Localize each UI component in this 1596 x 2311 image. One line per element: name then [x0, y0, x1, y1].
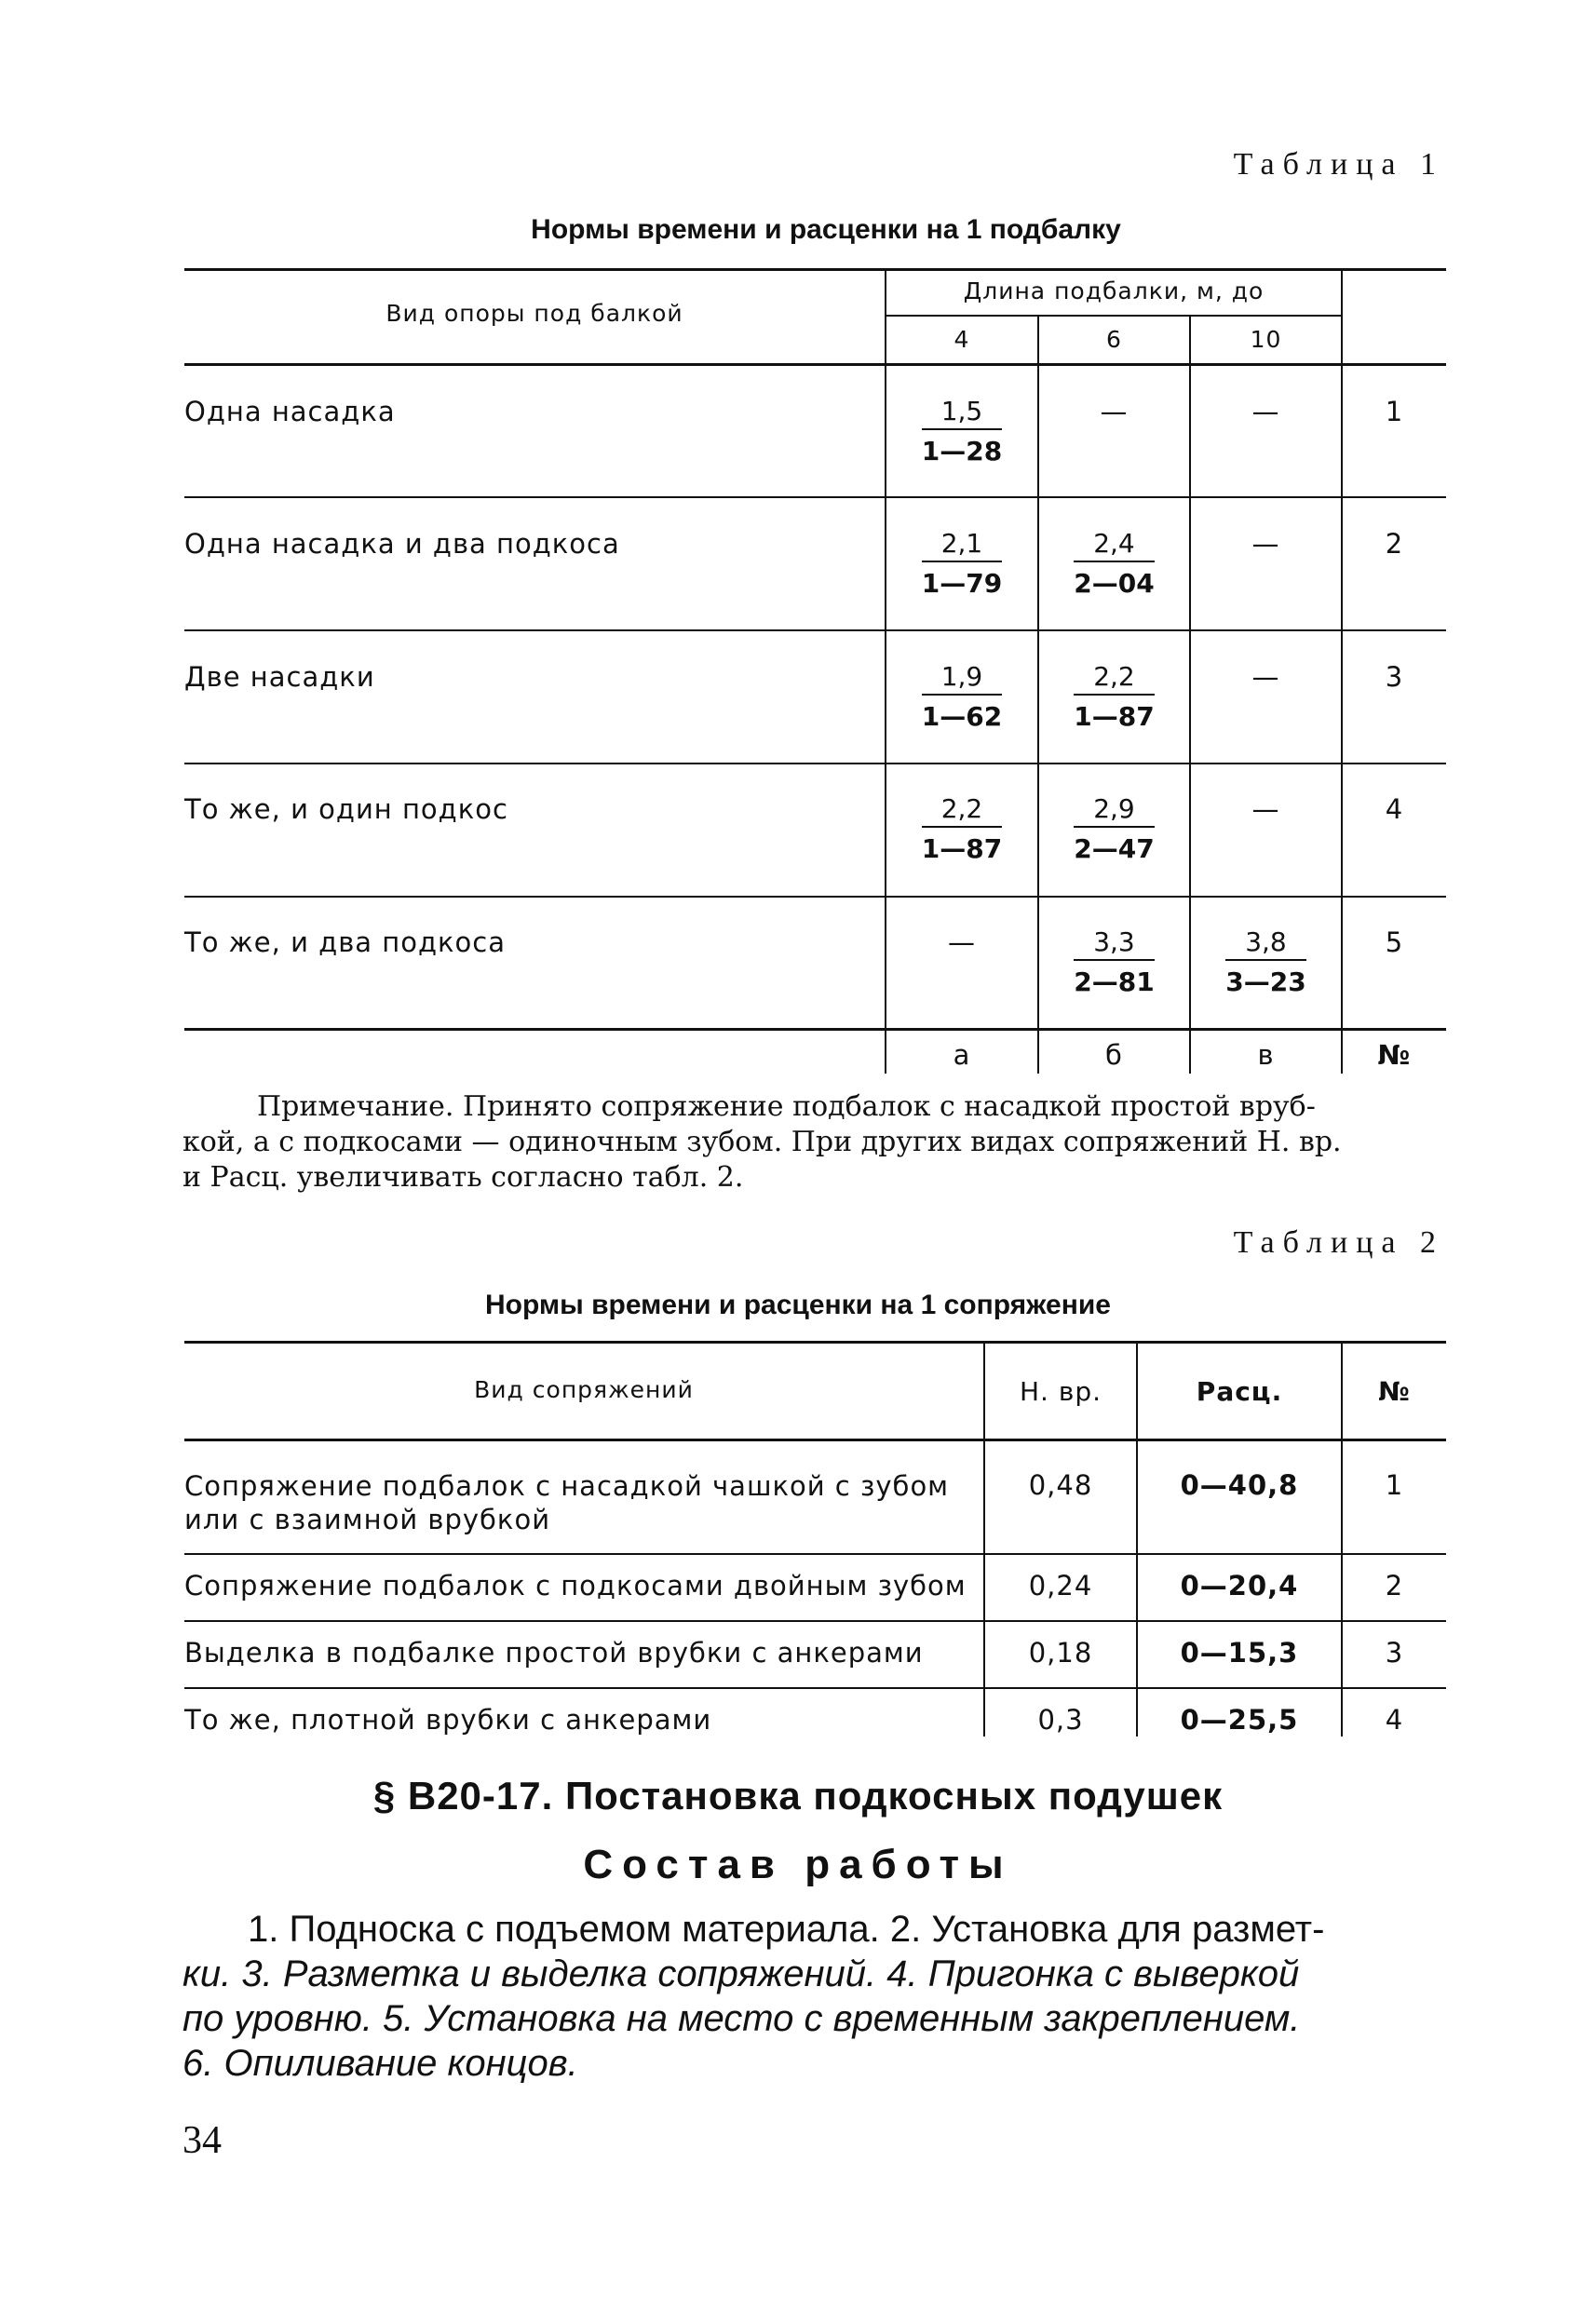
table1-row2-col-4 [886, 528, 1037, 599]
rate-value: 2—47 [1074, 833, 1155, 864]
table1-footer-v: в [1257, 1039, 1275, 1071]
table1-row4-col-10: — [1251, 793, 1280, 825]
table2-row3-label [184, 1637, 924, 1669]
table2-header-rasc: Расц. [1196, 1376, 1283, 1407]
table1-row4-num: 4 [1385, 793, 1404, 825]
work-line: 1. Подноска с подъемом материала. 2. Установка для размет- [248, 1909, 1325, 1950]
table1-bottom-rule [184, 1028, 1446, 1031]
table2-row4-num: 4 [1385, 1704, 1404, 1736]
rate-value: 1—28 [921, 436, 1003, 466]
norm-value: 1,9 [922, 661, 1002, 696]
norm-value: 2,9 [1074, 793, 1154, 828]
table1-subheader-rule [885, 315, 1341, 317]
page-number: 34 [183, 2119, 222, 2162]
work-line: по уровню. 5. Установка на место с временным закреплением. [183, 1998, 1301, 2039]
norm-value: 2,4 [1074, 528, 1154, 562]
table2-header-nvr: Н. вр. [1019, 1376, 1102, 1407]
table2-caption: Нормы времени и расценки на 1 сопряжение [485, 1290, 1111, 1320]
table2-row4-label [184, 1704, 711, 1736]
norm-value: 2,2 [1074, 661, 1154, 696]
rate-value: 2—04 [1074, 568, 1155, 599]
table2-row2-rasc: 0—20,4 [1180, 1570, 1299, 1601]
table2-row-rule [184, 1553, 1446, 1555]
table1-footer-a: а [953, 1039, 971, 1071]
table1-footer-num: № [1377, 1039, 1412, 1071]
label-line: Выделка в подбалке простой врубки с анкерами [184, 1637, 924, 1669]
rate-value: 2—81 [1074, 966, 1155, 997]
table2-row-rule [184, 1687, 1446, 1689]
table1-row2-num: 2 [1385, 528, 1404, 560]
table1-row4-col-6 [1039, 793, 1189, 864]
table1-header-col-6: 6 [1106, 326, 1122, 353]
label-line: Сопряжение подбалок с подкосами двойным зубом [184, 1570, 967, 1601]
table2-row1-rasc: 0—40,8 [1180, 1469, 1299, 1501]
table1-row-rule [184, 496, 1446, 498]
table1-header-col-10: 10 [1250, 326, 1282, 353]
table1-top-rule [184, 268, 1446, 271]
rate-value: 1—79 [921, 568, 1003, 599]
table2-row3-num: 3 [1385, 1637, 1404, 1669]
table1-row4-col-4 [886, 793, 1037, 864]
table1-row5-num: 5 [1385, 926, 1404, 958]
norm-value: 3,8 [1225, 926, 1305, 961]
note-line: Примечание. Принято сопряжение подбалок с насадкой простой вруб- [257, 1090, 1316, 1123]
table2-row4-rasc: 0—25,5 [1180, 1704, 1299, 1736]
table1-note [183, 1089, 1444, 1196]
section-title: § В20-17. Постановка подкосных подушек [372, 1774, 1224, 1818]
table1-row-rule [184, 896, 1446, 898]
note-line: и Расц. увеличивать согласно табл. 2. [183, 1161, 744, 1194]
label-line: То же, плотной врубки с анкерами [184, 1704, 712, 1736]
table1-label: Таблица 1 [1233, 147, 1444, 182]
table1-header-rule [184, 363, 1446, 366]
table1-row-rule [184, 763, 1446, 764]
table1-row1-col-4 [886, 396, 1037, 466]
label-line: Сопряжение подбалок с насадкой чашкой с зубом [184, 1470, 950, 1502]
table1-row5-col-6 [1039, 926, 1189, 997]
rate-value: 1—87 [921, 833, 1003, 864]
table1-header-group: Длина подбалки, м, до [963, 277, 1265, 304]
norm-value: 2,1 [922, 528, 1002, 562]
table2-row3-nvr: 0,18 [1028, 1637, 1093, 1669]
table2-row1-label [184, 1469, 949, 1536]
table1-caption: Нормы времени и расценки на 1 подбалку [531, 214, 1121, 245]
table1-row1-num: 1 [1385, 396, 1404, 427]
table1-row4-label: То же, и один подкос [184, 793, 508, 825]
table1-row1-col-6: — [1100, 396, 1129, 427]
work-line: 6. Опиливание концов. [183, 2043, 578, 2084]
table2-row4-nvr: 0,3 [1037, 1704, 1084, 1736]
table2-header-type: Вид сопряжений [474, 1376, 694, 1403]
table2-header-num: № [1378, 1376, 1411, 1407]
table2-label: Таблица 2 [1233, 1225, 1444, 1260]
table1-row3-num: 3 [1385, 661, 1404, 693]
label-line: или с взаимной врубкой [184, 1504, 551, 1535]
table2-row2-nvr: 0,24 [1028, 1570, 1093, 1601]
rate-value: 3—23 [1225, 966, 1306, 997]
table1-row1-col-10: — [1251, 396, 1280, 427]
table1-row5-col-10 [1191, 926, 1341, 997]
table2-row3-rasc: 0—15,3 [1180, 1637, 1299, 1669]
norm-value: 2,2 [922, 793, 1002, 828]
rate-value: 1—62 [921, 701, 1003, 732]
table1-row2-col-10: — [1251, 528, 1280, 560]
table1-row3-label: Две насадки [184, 661, 375, 693]
work-line: ки. 3. Разметка и выделка сопряжений. 4. Пригонка с выверкой [183, 1953, 1300, 1994]
table1-row2-col-6 [1039, 528, 1189, 599]
table1-header-col-4: 4 [954, 326, 970, 353]
table2-row-rule [184, 1620, 1446, 1622]
table2-top-rule [184, 1341, 1446, 1344]
rate-value: 1—87 [1074, 701, 1155, 732]
table2-header-rule [184, 1439, 1446, 1441]
table1-footer-b: б [1105, 1039, 1123, 1071]
norm-value: 3,3 [1074, 926, 1154, 961]
norm-value: 1,5 [922, 396, 1002, 430]
table1-row3-col-10: — [1251, 661, 1280, 693]
section-heading: Состав работы [583, 1842, 1013, 1887]
note-line: кой, а с подкосами — одиночным зубом. При других видах сопряжений Н. вр. [183, 1126, 1342, 1158]
table1-row3-col-4 [886, 661, 1037, 732]
table1-row1-label: Одна насадка [184, 396, 396, 427]
table1-row5-col-4: — [948, 926, 976, 958]
table1-row5-label: То же, и два подкоса [184, 926, 507, 958]
work-composition [183, 1907, 1449, 2086]
table2-row2-num: 2 [1385, 1570, 1404, 1601]
table1-header-left: Вид опоры под балкой [385, 300, 683, 327]
table1-row2-label: Одна насадка и два подкоса [184, 528, 620, 560]
table2-row1-num: 1 [1385, 1469, 1404, 1501]
table2-row1-nvr: 0,48 [1028, 1469, 1093, 1501]
table1-row3-col-6 [1039, 661, 1189, 732]
table1-row-rule [184, 629, 1446, 631]
table2-row2-label [184, 1570, 967, 1601]
